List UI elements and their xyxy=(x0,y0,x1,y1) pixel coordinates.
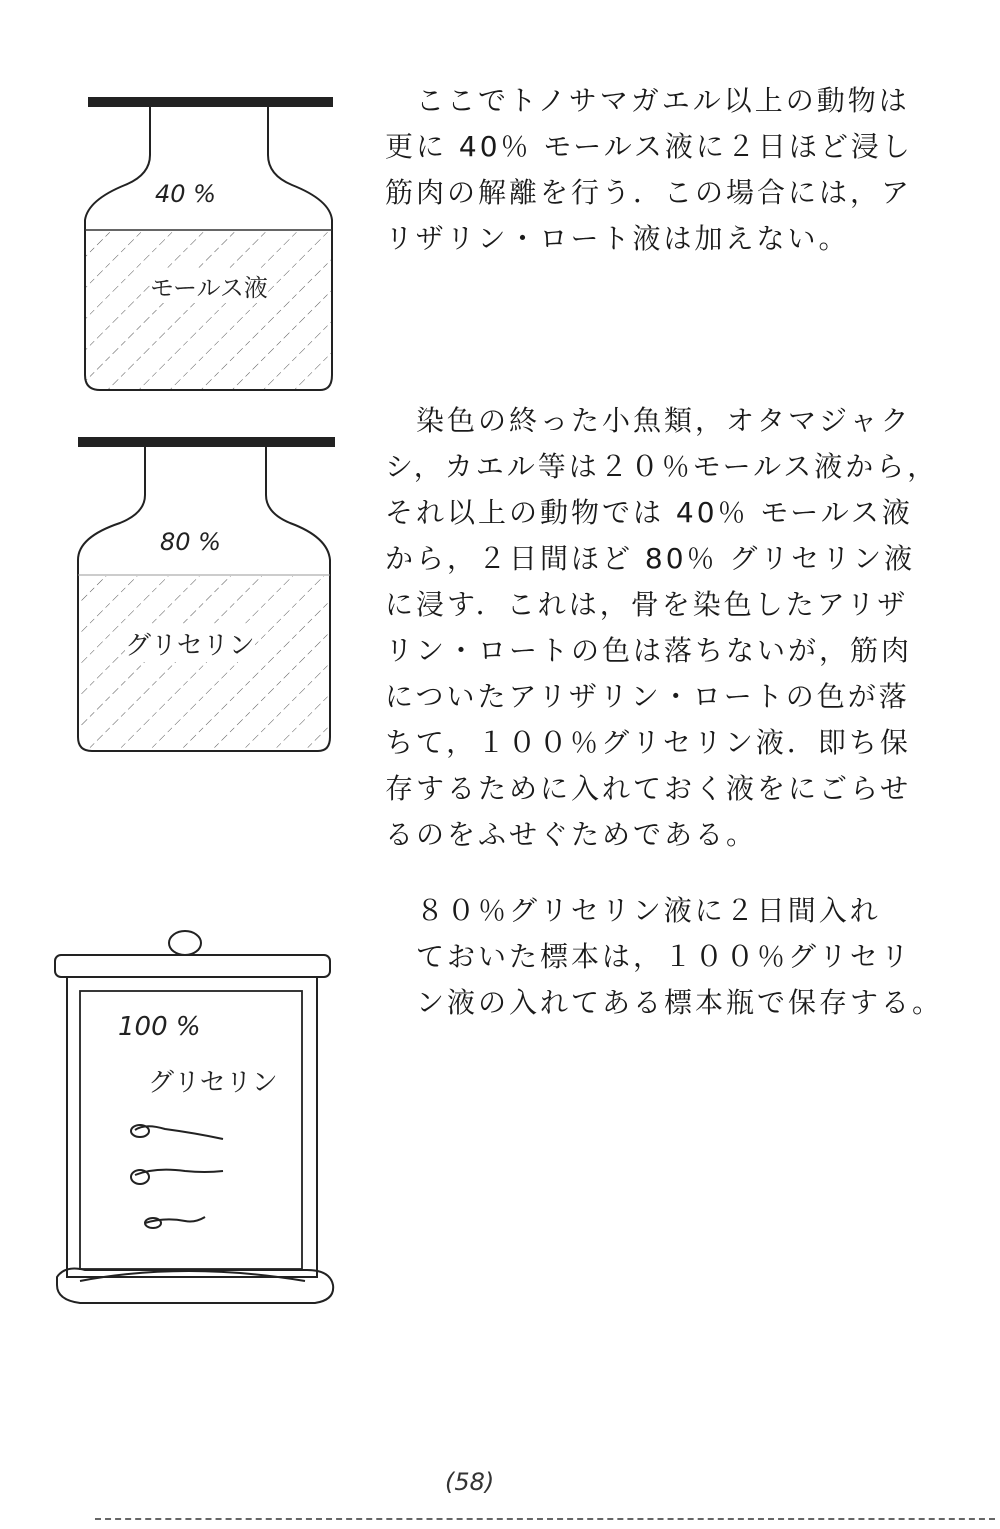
jar3-liquid-label: グリセリン xyxy=(148,1068,278,1098)
text-line: 更に 40％ モールス液に２日ほど浸し xyxy=(385,130,913,163)
paragraph-morse-solution xyxy=(385,78,913,262)
text-line: るのをふせぐためである。 xyxy=(385,818,758,851)
jar2-percent-label: 80 % xyxy=(160,528,221,556)
jar3-percent-label: 100 % xyxy=(118,1012,201,1042)
text-line: ちて，１００％グリセリン液．即ち保 xyxy=(385,726,911,759)
text-line: ここでトノサマガエル以上の動物は xyxy=(385,84,910,117)
jar-illustration-40-morse xyxy=(70,85,350,405)
paragraph-specimen-storage xyxy=(385,888,943,1026)
specimen-jar-illustration-100-glycerin xyxy=(45,925,345,1325)
text-line: についたアリザリン・ロートの色が落 xyxy=(385,680,910,713)
text-line: それ以上の動物では 40％ モールス液 xyxy=(385,496,913,529)
text-line: 存するために入れておく液をにごらせ xyxy=(385,772,912,805)
page-number: (58) xyxy=(445,1468,495,1496)
paragraph-glycerin-soak xyxy=(385,398,938,858)
text-line: ておいた標本は，１００％グリセリ xyxy=(385,940,912,973)
text-line: ８０％グリセリン液に２日間入れ xyxy=(385,894,881,927)
text-line: 筋肉の解離を行う．この場合には，ア xyxy=(385,176,913,209)
jar2-liquid-label: グリセリン xyxy=(125,625,255,662)
text-line: ン液の入れてある標本瓶で保存する。 xyxy=(385,986,944,1019)
jar-illustration-80-glycerin xyxy=(70,425,350,765)
text-line: リン・ロートの色は落ちないが，筋肉 xyxy=(385,634,913,667)
text-line: 染色の終った小魚類，オタマジャク xyxy=(385,404,912,437)
jar1-percent-label: 40 % xyxy=(155,180,216,208)
jar1-liquid-label: モールス液 xyxy=(150,268,268,303)
text-line: に浸す．これは，骨を染色したアリザ xyxy=(385,588,909,621)
bottom-dashed-rule xyxy=(95,1518,995,1520)
text-line: から，２日間ほど 80％ グリセリン液 xyxy=(385,542,916,575)
text-line: シ，カエル等は２０％モールス液から， xyxy=(385,450,939,483)
text-line: リザリン・ロート液は加えない。 xyxy=(385,222,850,255)
